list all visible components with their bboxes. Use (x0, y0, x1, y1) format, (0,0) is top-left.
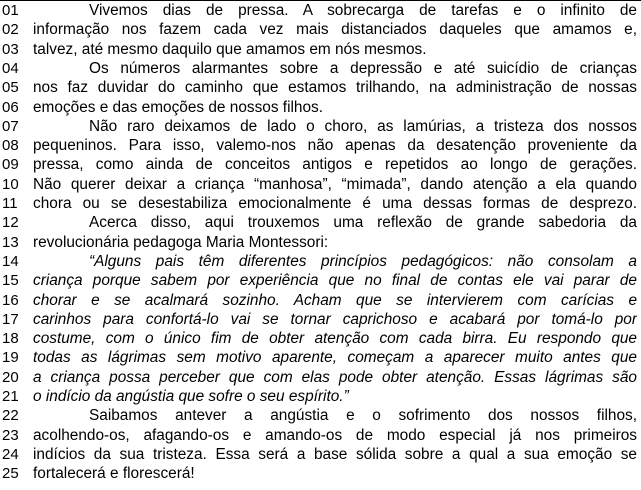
line-number: 14 (2, 252, 19, 270)
line-number: 12 (2, 214, 19, 232)
line-text: Vivemos dias de pressa. A sobrecarga de tarefas e o infinito de (89, 2, 637, 19)
text-line (0, 387, 641, 406)
text-line (0, 213, 641, 232)
line-number: 07 (2, 117, 19, 135)
line-number: 17 (2, 310, 19, 328)
line-number: 04 (2, 59, 19, 77)
line-number: 09 (2, 156, 19, 174)
line-text: nos faz duvidar do caminho que estamos trilhando, na administração de nossas (33, 79, 637, 97)
line-number: 23 (2, 426, 19, 444)
text-line (0, 233, 641, 252)
text-line (0, 329, 641, 348)
line-number: 25 (2, 465, 19, 483)
line-number: 02 (2, 21, 19, 39)
line-text: Não querer deixar a criança “manhosa”, “mimada”, dando atenção a ela quando (33, 175, 637, 193)
text-line (0, 252, 641, 271)
line-number: 01 (2, 2, 19, 19)
line-text: costume, com o único fim de obter atenção com cada birra. Eu respondo que (33, 330, 637, 348)
text-line (0, 464, 641, 483)
line-number: 18 (2, 330, 19, 348)
line-text: acolhendo-os, afagando-os e amando-os de modo especial já nos primeiros (33, 426, 637, 444)
line-text: pressa, como ainda de conceitos antigos e repetidos ao longo de gerações. (33, 156, 637, 174)
text-line (0, 406, 641, 425)
line-number: 15 (2, 272, 19, 290)
line-text: a criança possa perceber que com elas pode obter atenção. Essas lágrimas são (33, 368, 637, 386)
line-text: o indício da angústia que sofre o seu espírito.” (33, 388, 349, 405)
text-line (0, 291, 641, 310)
line-text: “Alguns pais têm diferentes princípios pedagógicos: não consolam a (89, 252, 637, 270)
text-line (0, 20, 641, 39)
text-line (0, 155, 641, 174)
line-text: Os números alarmantes sobre a depressão e até suicídio de crianças (89, 59, 637, 77)
line-text: pequeninos. Para isso, valemo-nos não apenas da desatenção proveniente da (33, 137, 637, 155)
text-line (0, 310, 641, 329)
text-line (0, 117, 641, 136)
text-line (0, 78, 641, 97)
text-line (0, 348, 641, 367)
line-text: criança porque sabem por experiência que no final de contas ele vai parar de (33, 272, 637, 290)
line-number: 03 (2, 40, 19, 58)
line-number: 13 (2, 233, 19, 251)
line-text: todas as lágrimas sem motivo aparente, começam a aparecer muito antes que (33, 349, 637, 367)
text-line (0, 175, 641, 194)
text-line (0, 98, 641, 117)
text-line (0, 368, 641, 387)
line-text: informação nos fazem cada vez mais distanciados daqueles que amamos e, (33, 21, 637, 39)
line-text: Não raro deixamos de lado o choro, as lamúrias, a tristeza dos nossos (89, 117, 637, 135)
line-number: 11 (2, 195, 18, 212)
text-line (0, 194, 641, 213)
line-text: Acerca disso, aqui trouxemos uma reflexão de grande sabedoria da (89, 214, 637, 232)
line-number: 22 (2, 407, 19, 425)
text-line (0, 40, 641, 59)
line-text: carinhos para confortá-lo vai se tornar caprichoso e acabará por tomá-lo por (33, 310, 637, 328)
line-text: revolucionária pedagoga Maria Montessori: (33, 233, 329, 251)
line-number: 08 (2, 137, 19, 155)
line-text: indícios da sua tristeza. Essa será a base sólida sobre a qual a sua emoção se (33, 445, 637, 463)
line-number: 19 (2, 349, 19, 367)
text-line (0, 136, 641, 155)
line-text: talvez, até mesmo daquilo que amamos em nós mesmos. (33, 40, 427, 58)
line-number: 05 (2, 79, 19, 97)
line-number: 10 (2, 175, 19, 193)
line-text: fortalecerá e florescerá! (33, 465, 195, 483)
line-text: chorar e se acalmará sozinho. Acham que se intervierem com carícias e (33, 291, 637, 309)
line-number: 21 (2, 388, 19, 405)
line-number: 06 (2, 98, 19, 116)
text-line (0, 426, 641, 445)
line-number: 24 (2, 445, 19, 463)
line-number: 20 (2, 368, 19, 386)
line-text: chora ou se desestabiliza emocionalmente é uma dessas formas de desprezo. (33, 195, 637, 212)
line-text: Saibamos antever a angústia e o sofrimento dos nossos filhos, (89, 407, 637, 425)
text-line (0, 59, 641, 78)
text-line (0, 271, 641, 290)
text-line (0, 445, 641, 464)
line-number: 16 (2, 291, 19, 309)
line-text: emoções e das emoções de nossos filhos. (33, 98, 324, 116)
text-line (0, 1, 641, 20)
